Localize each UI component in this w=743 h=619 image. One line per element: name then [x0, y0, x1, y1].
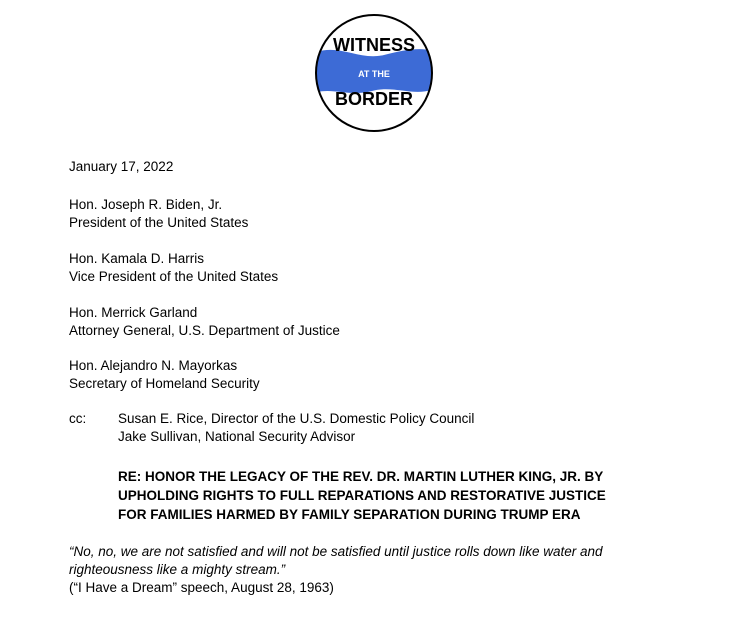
addressee-name: Hon. Joseph R. Biden, Jr.: [69, 197, 223, 212]
logo-text-border: BORDER: [334, 89, 414, 109]
quote-line: “No, no, we are not satisfied and will not be satisfied until justice rolls down like water and: [69, 544, 603, 559]
subject-line: RE: HONOR THE LEGACY OF THE REV. DR. MARTIN LUTHER KING, JR. BY: [118, 469, 604, 484]
logo-text-witness: WITNESS: [332, 35, 416, 55]
witness-at-the-border-logo: [314, 13, 434, 133]
addressee-block: [69, 304, 340, 340]
logo-text-at-the: AT THE: [358, 69, 390, 79]
subject-line: FOR FAMILIES HARMED BY FAMILY SEPARATION DURING TRUMP ERA: [118, 507, 581, 522]
addressee-name: Hon. Merrick Garland: [69, 305, 198, 320]
addressee-title: President of the United States: [69, 215, 249, 230]
addressee-block: [69, 357, 260, 393]
addressee-block: [69, 250, 278, 286]
addressee-title: Vice President of the United States: [69, 269, 279, 284]
cc-label: cc:: [69, 411, 87, 426]
addressee-name: Hon. Kamala D. Harris: [69, 251, 205, 266]
subject-line: UPHOLDING RIGHTS TO FULL REPARATIONS AND RESTORATIVE JUSTICE: [118, 488, 606, 503]
subject-heading: [118, 467, 678, 524]
addressee-name: Hon. Alejandro N. Mayorkas: [69, 358, 238, 373]
addressee-block: [69, 196, 248, 232]
cc-recipient: Susan E. Rice, Director of the U.S. Domestic Policy Council: [118, 411, 475, 426]
cc-recipient: Jake Sullivan, National Security Advisor: [118, 429, 356, 444]
cc-list: [118, 410, 474, 446]
epigraph-quote: [69, 543, 603, 597]
addressee-title: Secretary of Homeland Security: [69, 376, 260, 391]
letter-date: January 17, 2022: [69, 159, 174, 174]
quote-attribution: (“I Have a Dream” speech, August 28, 1963): [69, 580, 334, 595]
addressee-title: Attorney General, U.S. Department of Justice: [69, 323, 340, 338]
quote-line: righteousness like a mighty stream.”: [69, 562, 286, 577]
